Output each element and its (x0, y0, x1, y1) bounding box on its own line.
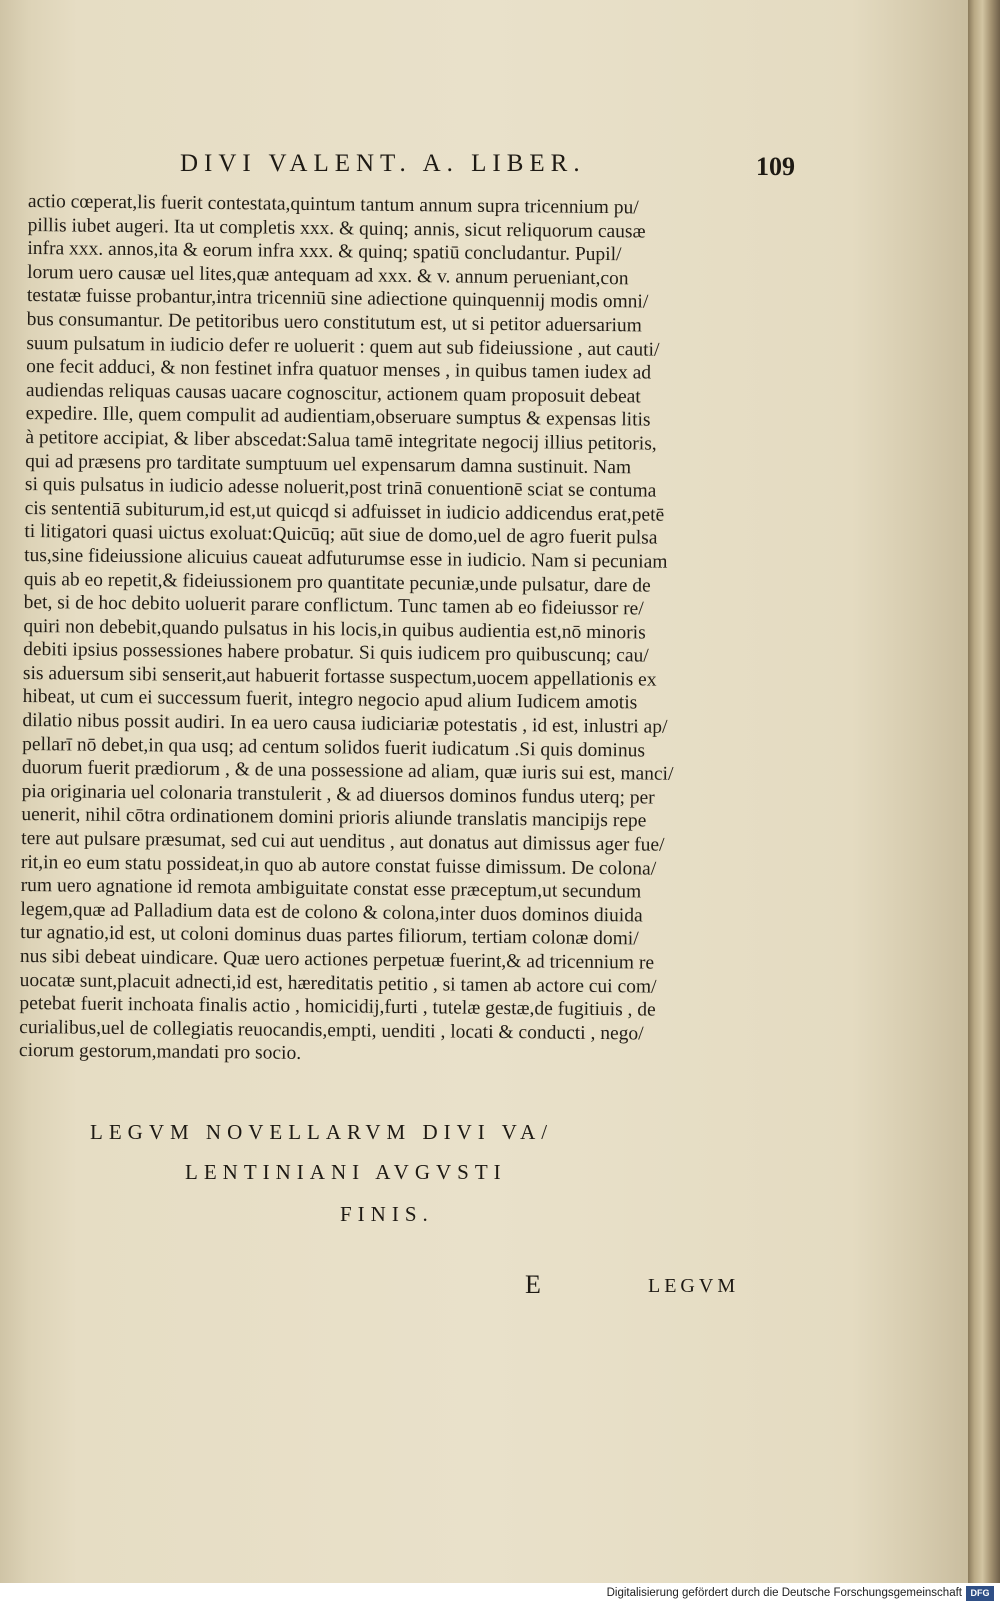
folio-number: 109 (756, 152, 795, 181)
text-line: audiendas reliquas causas uacare cognoscitur, actionem quam proposuit debeat (25, 379, 641, 408)
dfg-logo-icon: DFG (966, 1586, 994, 1601)
text-line: legem,quæ ad Palladium data est de colono & colona,inter duos dominos diuida (20, 898, 643, 927)
text-line: tur agnatio,id est, ut coloni dominus duas partes filiorum, tertiam colonæ domi/ (20, 922, 639, 950)
text-line: dilatio nibus possit audiri. In ea uero causa iudiciariæ potestatis , id est, inlustri ap/ (22, 710, 668, 738)
book-fore-edge (968, 0, 1000, 1583)
text-line: testatæ fuisse probantur,intra tricenniū sine adiectione quinquennij modis omni/ (26, 285, 649, 313)
text-line: ti litigatori quasi uictus exoluat:Quicūq; aūt siue de domo,uel de agro fuerit pulsa (24, 521, 658, 549)
text-line: pellarī nō debet,in qua usq; ad centum solidos fuerit iudicatum .Si quis dominus (22, 733, 646, 762)
text-line: curialibus,uel de collegiatis reuocandis,empti, uenditi , locati & conducti , nego/ (19, 1016, 644, 1045)
text-line: nus sibi debeat uindicare. Quæ uero actiones perpetuæ fuerint,& ad tricennium re (19, 945, 655, 974)
text-line: cis sententiā subiturum,id est,ut quicqd si adfuisset in iudicio addicendus erat,petē (24, 497, 665, 526)
finis-line-3: FINIS. (340, 1202, 434, 1226)
text-line: à petitore accipiat, & liber abscedat:Salua tamē integritate negocij illius petitoris, (25, 426, 657, 455)
text-line: rit,in eo eum statu possideat,in quo ab autore constat fuisse dimissum. De colona/ (20, 851, 657, 880)
text-line: ciorum gestorum,mandati pro socio. (18, 1040, 302, 1065)
text-line: pia originaria uel colonaria transtulerit , & ad diuersos dominos fundus uterq; per (21, 780, 655, 809)
text-line: quis ab eo repetit,& fideiussionem pro quantitate pecuniæ,unde pulsatur, dare de (23, 568, 651, 597)
body-text (19, 190, 758, 1071)
finis-line-1: LEGVM NOVELLARVM DIVI VA/ (90, 1120, 554, 1144)
text-line: tere aut pulsare præsumat, sed cui aut uenditus , aut donatus aut dimissus ager fue/ (21, 827, 665, 856)
footer-bar (0, 1583, 1000, 1605)
text-line: one fecit adduci, & non festinet infra quatuor menses , in quibus tamen iudex ad (26, 356, 652, 384)
text-line: qui ad præsens pro tarditate sumptuum uel expensarum damna sustinuit. Nam (25, 450, 632, 478)
text-line: hibeat, ut cum ei successum fuerit, integro negocio apud alium Iudicem amotis (22, 686, 638, 714)
text-line: expedire. Ille, quem compulit ad audientiam,obseruare sumptus & expensas litis (25, 403, 651, 431)
text-line: tus,sine fideiussione alicuius caueat adfuturumse esse in iudicio. Nam si pecuniam (24, 544, 668, 573)
text-line: pillis iubet augeri. Ita ut completis xxx. & quinq; annis, sicut reliquorum causæ (27, 214, 646, 243)
running-head: DIVI VALENT. A. LIBER. (180, 150, 586, 177)
catchword: LEGVM (648, 1275, 740, 1297)
finis-line-2: LENTINIANI AVGVSTI (185, 1160, 507, 1184)
text-line: rum uero agnatione id remota ambiguitate constat esse præceptum,ut secundum (20, 875, 642, 903)
signature-mark: E (525, 1270, 541, 1299)
text-line: infra xxx. annos,ita & eorum infra xxx. & quinq; spatiū concludantur. Pupil/ (27, 238, 622, 266)
text-line: quiri non debebit,quando pulsatus in his locis,in quibus audientia est,nō minoris (23, 615, 646, 644)
text-line: duorum fuerit prædiorum , & de una possessione ad aliam, quæ iuris sui est, manci/ (21, 757, 674, 786)
text-line: bus consumantur. De petitoribus uero constitutum est, ut si petitor aduersarium (26, 308, 642, 337)
text-line: bet, si de hoc debito uoluerit parare conflictum. Tunc tamen ab eo fideiussor re/ (23, 592, 644, 620)
text-line: uenerit, nihil cōtra ordinationem domini prioris aliunde translatis mancipijs repe (21, 804, 647, 832)
text-line: lorum uero causæ uel lites,quæ antequam ad xxx. & v. annum perueniant,con (27, 261, 629, 290)
text-line: sis aduersum sibi senserit,aut habuerit fortasse suspectum,uocem appellationis ex (22, 662, 657, 691)
text-line: uocatæ sunt,placuit adnecti,id est, hæreditatis petitio , si tamen ab actore cui com/ (19, 969, 657, 998)
text-line: debiti ipsius possessiones habere probatur. Si quis iudicem pro quibuscunq; cau/ (23, 639, 649, 667)
footer-credit: Digitalisierung gefördert durch die Deutsche Forschungsgemeinschaft (606, 1587, 962, 1599)
text-line: actio cœperat,lis fuerit contestata,quintum tantum annum supra tricennium pu/ (27, 190, 639, 219)
text-line: petebat fuerit inchoata finalis actio , homicidij,furti , tutelæ gestæ,de fugitiuis , de (19, 993, 656, 1021)
text-line: suum pulsatum in iudicio defer re uoluerit : quem aut sub fideiussione , aut cauti/ (26, 332, 660, 361)
text-line: si quis pulsatus in iudicio adesse noluerit,post trinā conuentionē sciat se contuma (24, 474, 657, 502)
